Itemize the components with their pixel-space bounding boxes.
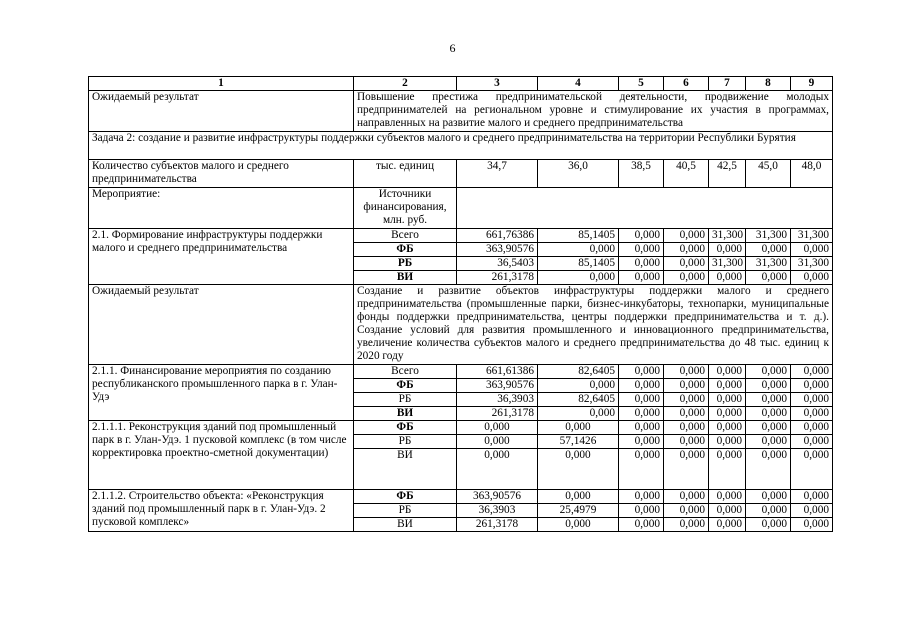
source-cell: ФБ <box>354 243 457 257</box>
row-label: 2.1.1.1. Реконструкция зданий под промышленный парк в г. Улан-Удэ. 1 пусковой комплекс (в том числе корректировка проектно-сметной документации) <box>89 421 354 490</box>
value-cell: 25,4979 <box>538 504 619 518</box>
value-cell: 0,000 <box>538 518 619 532</box>
value-cell: 0,000 <box>619 271 664 285</box>
column-header: 4 <box>538 77 619 91</box>
value-cell: 661,76386 <box>457 229 538 243</box>
value-cell: 57,1426 <box>538 435 619 449</box>
value-cell: 0,000 <box>746 490 791 504</box>
value-cell: 40,5 <box>664 160 709 188</box>
column-header: 6 <box>664 77 709 91</box>
value-cell: 261,3178 <box>457 518 538 532</box>
value-cell: 0,000 <box>538 421 619 435</box>
value-cell: 31,300 <box>746 257 791 271</box>
value-cell: 363,90576 <box>457 490 538 504</box>
value-cell: 0,000 <box>619 518 664 532</box>
value-cell: 0,000 <box>664 449 709 490</box>
value-cell: 0,000 <box>619 257 664 271</box>
value-cell: 0,000 <box>619 435 664 449</box>
value-cell: 0,000 <box>457 449 538 490</box>
column-header: 9 <box>791 77 833 91</box>
value-cell: 0,000 <box>619 229 664 243</box>
value-cell: 31,300 <box>709 257 746 271</box>
value-cell: 0,000 <box>746 504 791 518</box>
value-cell: 0,000 <box>664 504 709 518</box>
column-header: 8 <box>746 77 791 91</box>
source-cell: ВИ <box>354 518 457 532</box>
value-cell: 31,300 <box>791 229 833 243</box>
empty-cell <box>457 188 833 229</box>
value-cell: 261,3178 <box>457 271 538 285</box>
value-cell: 42,5 <box>709 160 746 188</box>
value-cell: 0,000 <box>791 243 833 257</box>
value-cell: 0,000 <box>664 257 709 271</box>
value-cell: 0,000 <box>619 393 664 407</box>
value-cell: 36,3903 <box>457 393 538 407</box>
value-cell: 0,000 <box>791 421 833 435</box>
source-cell: РБ <box>354 435 457 449</box>
row-label: Ожидаемый результат <box>89 285 354 365</box>
source-cell: РБ <box>354 393 457 407</box>
value-cell: 85,1405 <box>538 229 619 243</box>
column-header: 2 <box>354 77 457 91</box>
row-label: Мероприятие: <box>89 188 354 229</box>
table-row <box>89 421 833 435</box>
expected-result-row <box>89 285 833 365</box>
column-header: 3 <box>457 77 538 91</box>
task-2-text: Задача 2: создание и развитие инфраструктуры поддержки субъектов малого и среднего предпринимательства на территории Республики Бурятия <box>89 132 833 160</box>
value-cell: 0,000 <box>619 449 664 490</box>
source-cell: ВИ <box>354 449 457 490</box>
value-cell: 0,000 <box>619 421 664 435</box>
value-cell: 0,000 <box>791 518 833 532</box>
value-cell: 0,000 <box>746 365 791 379</box>
value-cell: 0,000 <box>709 504 746 518</box>
value-cell: 0,000 <box>664 365 709 379</box>
source-cell: ВИ <box>354 407 457 421</box>
value-cell: 0,000 <box>619 379 664 393</box>
source-cell: РБ <box>354 504 457 518</box>
value-cell: 38,5 <box>619 160 664 188</box>
value-cell: 0,000 <box>709 421 746 435</box>
value-cell: 45,0 <box>746 160 791 188</box>
value-cell: 0,000 <box>709 271 746 285</box>
value-cell: 34,7 <box>457 160 538 188</box>
value-cell: 0,000 <box>791 365 833 379</box>
value-cell: 0,000 <box>619 407 664 421</box>
value-cell: 82,6405 <box>538 393 619 407</box>
value-cell: 31,300 <box>746 229 791 243</box>
value-cell: 0,000 <box>664 435 709 449</box>
value-cell: 0,000 <box>746 518 791 532</box>
value-cell: 36,5403 <box>457 257 538 271</box>
value-cell: 0,000 <box>664 243 709 257</box>
row-label: 2.1.1. Финансирование мероприятия по созданию республиканского промышленного парка в г. Улан-Удэ <box>89 365 354 421</box>
row-label: 2.1. Формирование инфраструктуры поддержки малого и среднего предпринимательства <box>89 229 354 285</box>
value-cell: 0,000 <box>709 365 746 379</box>
value-cell: 661,61386 <box>457 365 538 379</box>
value-cell: 0,000 <box>709 393 746 407</box>
column-header: 5 <box>619 77 664 91</box>
unit-cell: тыс. единиц <box>354 160 457 188</box>
value-cell: 0,000 <box>791 435 833 449</box>
value-cell: 85,1405 <box>538 257 619 271</box>
row-label: 2.1.1.2. Строительство объекта: «Реконструкция зданий под промышленный парк в г. Улан-Удэ. 2 пусковой комплекс» <box>89 490 354 532</box>
value-cell: 0,000 <box>746 393 791 407</box>
value-cell: 0,000 <box>619 365 664 379</box>
source-cell: РБ <box>354 257 457 271</box>
value-cell: 0,000 <box>709 407 746 421</box>
value-cell: 0,000 <box>538 449 619 490</box>
source-cell: ФБ <box>354 379 457 393</box>
value-cell: 0,000 <box>664 421 709 435</box>
source-cell: ВИ <box>354 271 457 285</box>
row-label: Количество субъектов малого и среднего предпринимательства <box>89 160 354 188</box>
task-row <box>89 132 833 160</box>
value-cell: 363,90576 <box>457 379 538 393</box>
value-cell: 0,000 <box>709 518 746 532</box>
value-cell: 0,000 <box>791 271 833 285</box>
value-cell: 0,000 <box>746 435 791 449</box>
source-cell: Всего <box>354 365 457 379</box>
value-cell: 0,000 <box>664 271 709 285</box>
expected-result-row <box>89 91 833 132</box>
value-cell: 0,000 <box>538 379 619 393</box>
value-cell: 0,000 <box>619 243 664 257</box>
value-cell: 36,3903 <box>457 504 538 518</box>
value-cell: 0,000 <box>746 407 791 421</box>
value-cell: 0,000 <box>664 379 709 393</box>
value-cell: 31,300 <box>709 229 746 243</box>
value-cell: 36,0 <box>538 160 619 188</box>
sources-header: Источники финансирования, млн. руб. <box>354 188 457 229</box>
value-cell: 0,000 <box>538 271 619 285</box>
value-cell: 0,000 <box>746 243 791 257</box>
value-cell: 0,000 <box>664 407 709 421</box>
value-cell: 0,000 <box>709 379 746 393</box>
value-cell: 0,000 <box>538 243 619 257</box>
value-cell: 0,000 <box>709 243 746 257</box>
value-cell: 0,000 <box>664 393 709 407</box>
value-cell: 0,000 <box>746 379 791 393</box>
value-cell: 0,000 <box>791 379 833 393</box>
value-cell: 0,000 <box>791 504 833 518</box>
value-cell: 0,000 <box>791 449 833 490</box>
value-cell: 0,000 <box>746 271 791 285</box>
column-header: 1 <box>89 77 354 91</box>
value-cell: 0,000 <box>538 407 619 421</box>
source-cell: ФБ <box>354 421 457 435</box>
value-cell: 363,90576 <box>457 243 538 257</box>
value-cell: 0,000 <box>538 490 619 504</box>
value-cell: 0,000 <box>746 449 791 490</box>
value-cell: 0,000 <box>664 518 709 532</box>
value-cell: 0,000 <box>664 490 709 504</box>
financing-table <box>88 76 833 532</box>
source-cell: ФБ <box>354 490 457 504</box>
expected-result-text: Повышение престижа предпринимательской деятельности, продвижение молодых предпринимателей на региональном уровне и стимулирование их участия в программах, направленных на развитие малого и среднего предпринимательства <box>354 91 833 132</box>
measure-header-row <box>89 188 833 229</box>
value-cell: 48,0 <box>791 160 833 188</box>
column-header: 7 <box>709 77 746 91</box>
value-cell: 0,000 <box>709 490 746 504</box>
value-cell: 0,000 <box>791 393 833 407</box>
expected-result-text: Создание и развитие объектов инфраструктуры поддержки малого и среднего предпринимательства (промышленные парки, бизнес-инкубаторы, технопарки, муниципальные фонды поддержки предпринимательства, центры поддержки предпринимательства и т. д.). Создание условий для развития промышленного и инновационного предпринимательства, увеличение количества субъектов малого и среднего предпринимательства до 48 тыс. единиц к 2020 году <box>354 285 833 365</box>
source-cell: Всего <box>354 229 457 243</box>
value-cell: 0,000 <box>619 504 664 518</box>
indicator-row <box>89 160 833 188</box>
value-cell: 0,000 <box>457 435 538 449</box>
table-row <box>89 229 833 243</box>
column-number-row <box>89 77 833 91</box>
row-label: Ожидаемый результат <box>89 91 354 132</box>
value-cell: 0,000 <box>746 421 791 435</box>
value-cell: 0,000 <box>791 407 833 421</box>
table-row <box>89 365 833 379</box>
table-row <box>89 490 833 504</box>
value-cell: 31,300 <box>791 257 833 271</box>
value-cell: 0,000 <box>664 229 709 243</box>
value-cell: 0,000 <box>709 449 746 490</box>
value-cell: 0,000 <box>619 490 664 504</box>
value-cell: 0,000 <box>709 435 746 449</box>
page-number: 6 <box>449 41 456 55</box>
value-cell: 261,3178 <box>457 407 538 421</box>
value-cell: 82,6405 <box>538 365 619 379</box>
value-cell: 0,000 <box>457 421 538 435</box>
value-cell: 0,000 <box>791 490 833 504</box>
